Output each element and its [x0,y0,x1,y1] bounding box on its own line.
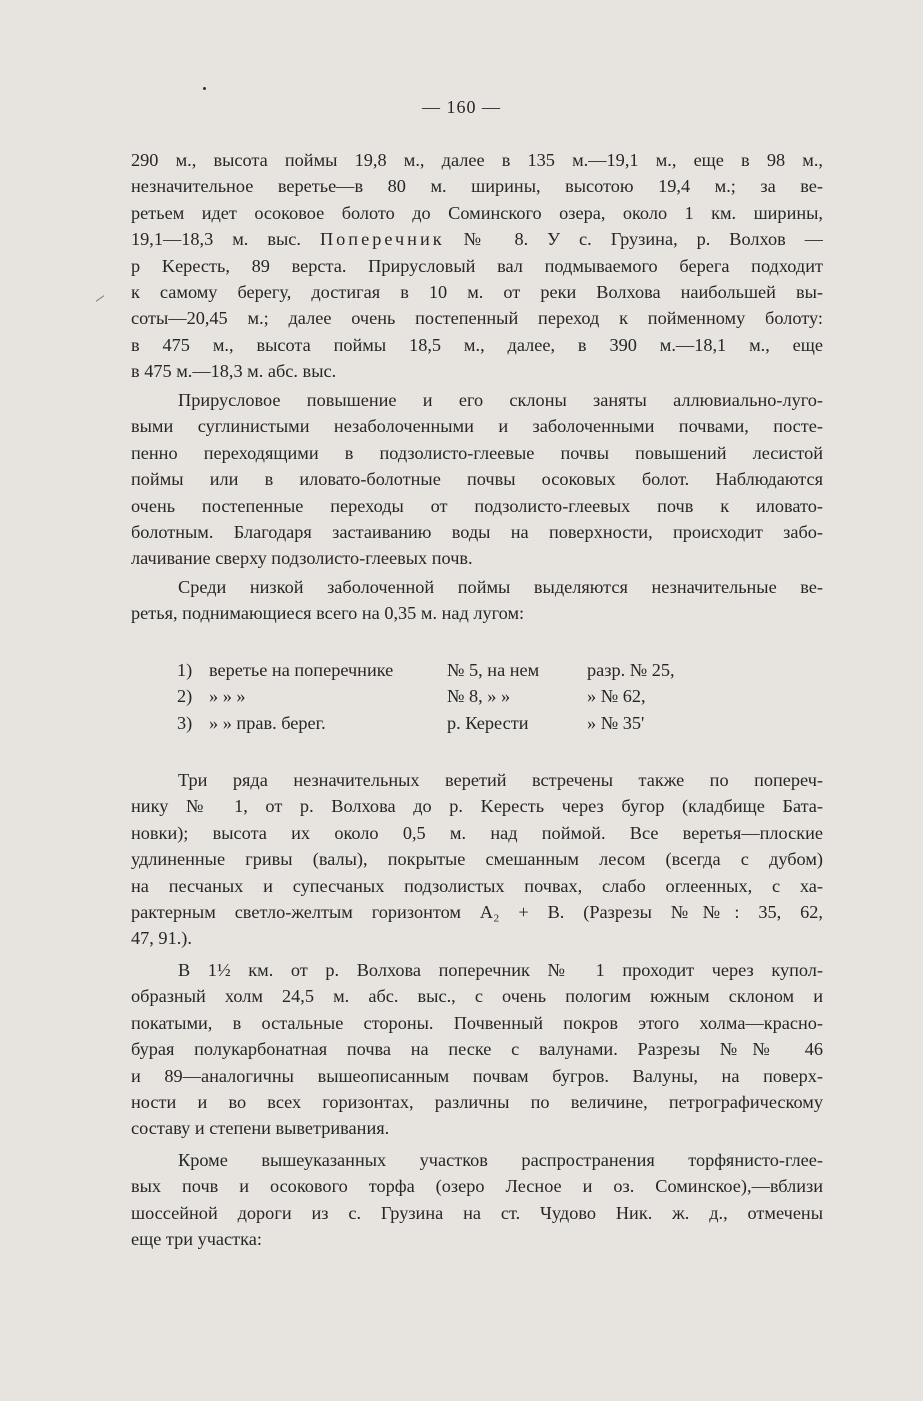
paragraph-6 [131,1147,823,1253]
veretye-list [177,657,737,736]
text-line: соты—20,45 м.; далее очень постепенный переход к пойменному болоту: [131,308,823,329]
text-line: ности и во всех горизонтах, различны по величине, петрографическому [131,1092,823,1113]
text-line: лачивание сверху подзолисто-глеевых почв. [131,548,473,569]
text-line: ретья, поднимающиеся всего на 0,35 м. над лугом: [131,603,525,624]
text-line: нику № 1, от р. Волхова до р. Keресть через бугор (кладбище Бата- [131,796,823,817]
list-item-text: р. Керести [447,712,529,733]
text-line-with-heading [131,226,823,252]
text-line: образный холм 24,5 м. абс. выс., с очень пологим южным склоном и [131,986,823,1007]
text-line: пенно переходящими в подзолисто-глеевые почвы повышений лесистой [131,442,823,463]
text-line: рактерным светло-желтым горизонтом A₂ + B. (Разрезы №№: 35, 62, [131,902,823,923]
list-item [177,683,737,709]
text-line: бурая полукарбонатная почва на песке с валунами. Разрезы №№ 46 [131,1039,823,1060]
text-fragment: № 8. У с. Грузина, р. Волхов — [463,229,823,250]
paragraph-2 [131,387,823,572]
text-line: болотным. Благодаря застаиванию воды на поверхности, происходит забо- [131,522,823,543]
list-item-text: разр. № 25, [587,660,675,680]
list-item-number: 3) [177,712,193,733]
text-line: В 1½ км. от р. Волхова поперечник № 1 проходит через купол- [178,960,823,980]
text-line: незначительное веретье—в 80 м. ширины, высотою 19,4 м.; за ве- [131,176,823,197]
list-item [177,657,737,683]
text-line: Прирусловое повышение и его склоны заняты аллювиально-луго- [178,390,823,410]
list-item-text: » » » [209,686,246,707]
text-line: шоссейной дороги из с. Грузина на ст. Чудово Ник. ж. д., отмечены [131,1202,823,1223]
text-line: Кроме вышеуказанных участков распространения торфянисто-глее- [178,1150,823,1170]
text-line: ретьем идет осоковое болото до Соминского озера, около 1 км. ширины, [131,202,823,223]
paragraph-3 [131,574,823,627]
text-fragment: 19,1—18,3 м. выс. [131,229,301,250]
list-item-text: № 5, на нем [447,660,540,680]
text-line: удлиненные гривы (валы), покрытые смешанным лесом (всегда с дубом) [131,849,823,870]
text-line: покатыми, в остальные стороны. Почвенный покров этого холма—красно- [131,1012,823,1033]
text-line: 47, 91.). [131,928,192,949]
text-line: Три ряда незначительных веретий встречены также по попереч- [178,770,823,790]
text-line: 290 м., высота поймы 19,8 м., далее в 135 м.—19,1 м., еще в 98 м., [131,150,823,170]
list-item-text: № 8, » » [447,686,511,707]
list-item-number: 1) [177,660,193,680]
text-line: к самому берегу, достигая в 10 м. от реки Волхова наибольшей вы- [131,282,823,303]
text-line: в 475 м., высота поймы 18,5 м., далее, в 390 м.—18,1 м., еще [131,334,823,355]
text-line: составу и степени выветривания. [131,1118,390,1139]
text-line: поймы или в иловато-болотные почвы осоковых болот. Наблюдаются [131,469,823,490]
page-number: — 160 — [422,97,501,117]
text-line: и 89—аналогичны вышеописанным почвам бугров. Валуны, на поверх- [131,1065,823,1086]
section-heading-poperechnik: Поперечник [319,229,445,250]
text-line: в 475 м.—18,3 м. абс. выс. [131,361,337,382]
paragraph-5 [131,957,823,1142]
margin-tick-mark [96,295,105,302]
list-item-text: » № 62, [587,686,646,707]
text-line: еще три участка: [131,1229,262,1250]
text-line: р Keресть, 89 верста. Прирусловый вал подмываемого берега подходит [131,255,823,276]
text-line: выми суглинистыми незаболоченными и заболоченными почвами, посте- [131,416,823,437]
text-line: на песчаных и супесчаных подзолистых почвах, слабо оглеенных, с ха- [131,875,823,896]
list-item-text: » № 35' [587,712,645,733]
list-item-number: 2) [177,686,193,707]
text-line: очень постепенные переходы от подзолисто-глеевых почв к иловато- [131,495,823,516]
ink-speck [203,87,206,90]
paragraph-4 [131,767,823,952]
list-item-text: веретье на поперечнике [209,660,394,680]
text-line: новки); высота их около 0,5 м. над поймой. Все веретья—плоские [131,822,823,843]
text-line: Среди низкой заболоченной поймы выделяются незначительные ве- [178,577,823,597]
list-item [177,710,737,736]
list-item-text: » » прав. берег. [209,712,326,733]
text-line: вых почв и осокового торфа (озеро Лесное и оз. Соминское),—вблизи [131,1176,823,1197]
paragraph-1 [131,147,823,385]
